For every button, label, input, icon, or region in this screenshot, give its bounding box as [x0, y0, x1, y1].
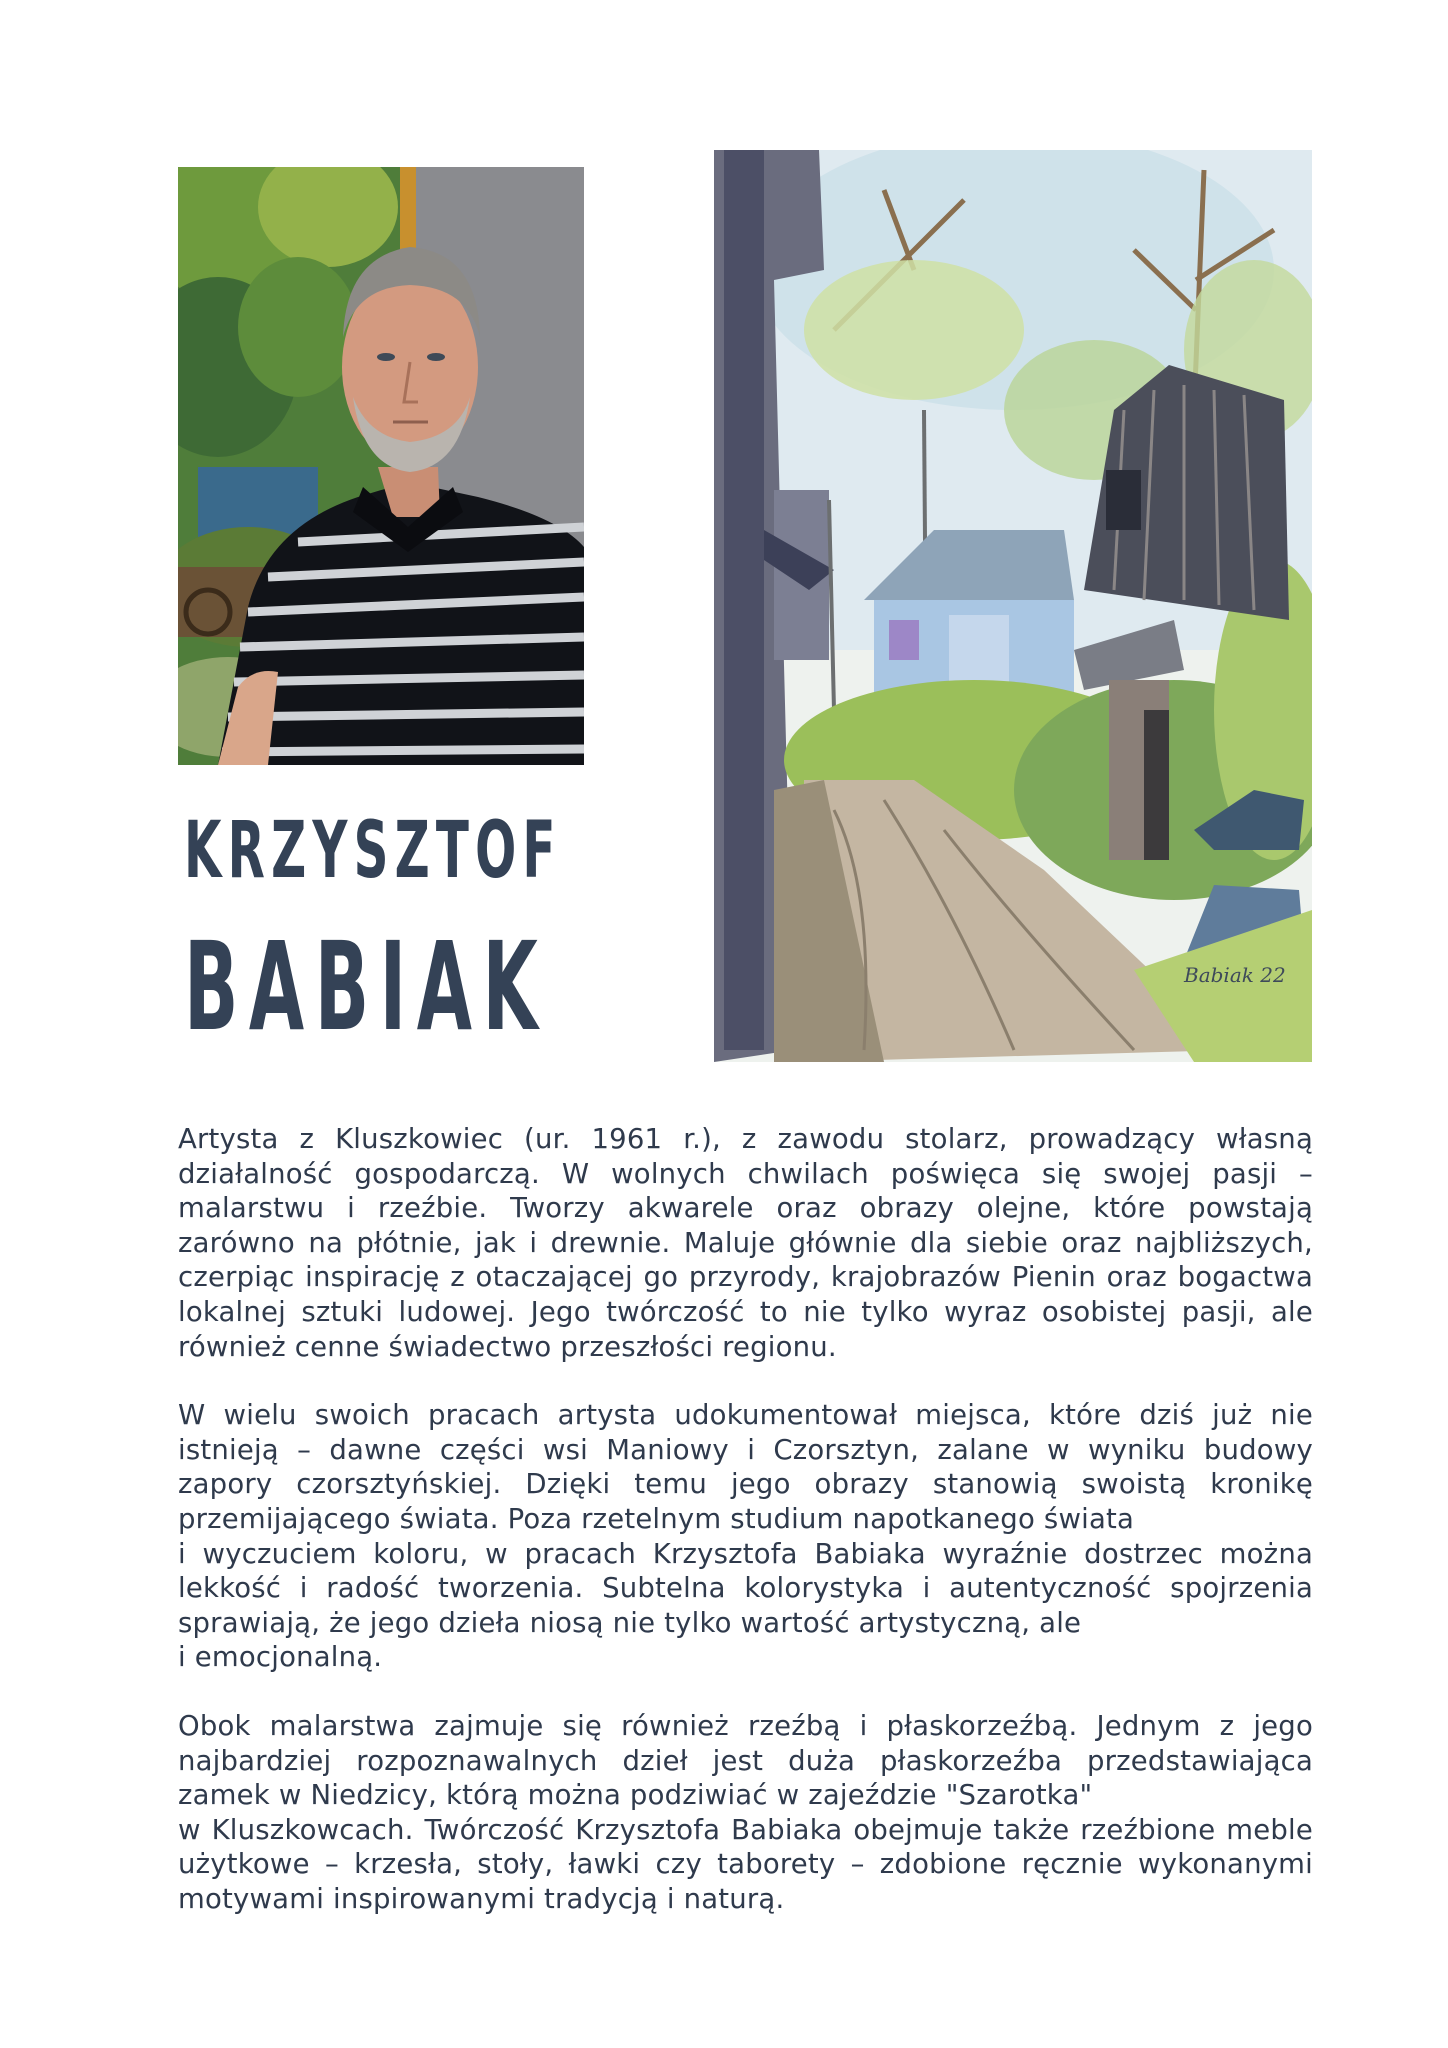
- bio-paragraph-3: Obok malarstwa zajmuje się również rzeźbą i płaskorzeźbą. Jednym z jego najbardziej rozpoznawalnych dzieł jest duża płaskorzeźba przedstawiająca zamek w Niedzicy, którą można podziwiać w zajeździe "Szarotka" w Kluszkowcach. Twórczość Krzysztofa Babiaka obejmuje także rzeźbione meble użytkowe – krzesła, stoły, ławki czy taborety – zdobione ręcznie wykonanymi motywami inspirowanymi tradycją i naturą.: [178, 1709, 1313, 1915]
- artist-first-name: KRZYSZTOF: [184, 806, 562, 896]
- painting-signature: Babiak 22: [1184, 963, 1286, 987]
- biography: [178, 1122, 1313, 1950]
- watercolor-painting: [714, 150, 1312, 1062]
- bio-paragraph-1: Artysta z Kluszkowiec (ur. 1961 r.), z zawodu stolarz, prowadzący własną działalność gospodarczą. W wolnych chwilach poświęca się swojej pasji – malarstwu i rzeźbie. Tworzy akwarele oraz obrazy olejne, które powstają zarówno na płótnie, jak i drewnie. Maluje głównie dla siebie oraz najbliższych, czerpiąc inspirację z otaczającej go przyrody, krajobrazów Pienin oraz bogactwa lokalnej sztuki ludowej. Jego twórczość to nie tylko wyraz osobistej pasji, ale również cenne świadectwo przeszłości regionu.: [178, 1123, 1313, 1363]
- bio-paragraph-2: W wielu swoich pracach artysta udokumentował miejsca, które dziś już nie istnieją – dawne części wsi Maniowy i Czorsztyn, zalane w wyniku budowy zapory czorsztyńskiej. Dzięki temu jego obrazy stanowią swoistą kronikę przemijającego świata. Poza rzetelnym studium napotkanego świata i wyczuciem koloru, w pracach Krzysztofa Babiaka wyraźnie dostrzec można lekkość i radość tworzenia. Subtelna kolorystyka i autentyczność spojrzenia sprawiają, że jego dzieła niosą nie tylko wartość artystyczną, ale i emocjonalną.: [178, 1399, 1313, 1674]
- artist-portrait-photo: [178, 167, 584, 765]
- artist-last-name: BABIAK: [184, 916, 549, 1058]
